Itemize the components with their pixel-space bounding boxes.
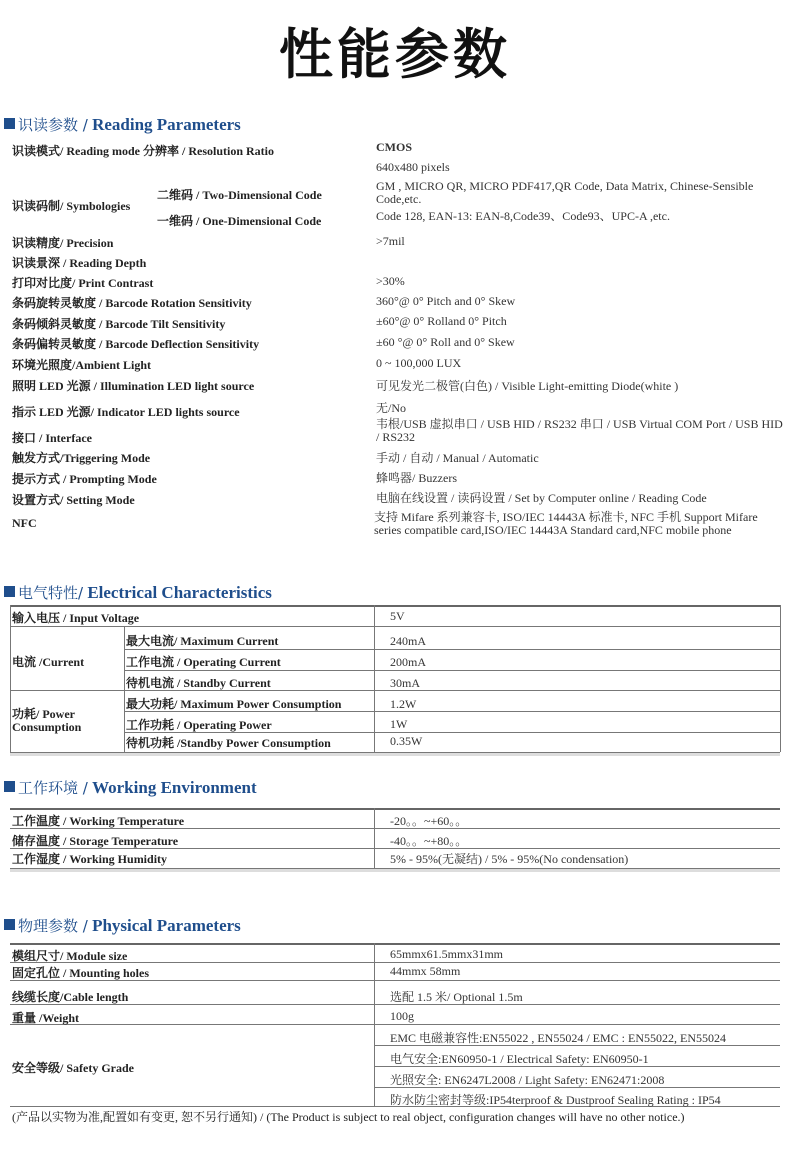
symbology-1d-value: Code 128, EAN-13: EAN-8,Code39、Code93、UPC-A ,etc. bbox=[376, 209, 670, 223]
env-working-temp-label: 工作温度 / Working Temperature bbox=[12, 814, 185, 828]
current-max-label: 最大电流/ Maximum Current bbox=[126, 634, 279, 648]
footer-note: (产品以实物为准,配置如有变更, 恕不另行通知) / (The Product is subject to real object, configuration changes will have no other notice.) bbox=[12, 1110, 685, 1124]
section-title-en: Electrical Characteristics bbox=[87, 583, 272, 602]
current-max-value: 240mA bbox=[390, 634, 426, 648]
electrical-input-value: 5V bbox=[390, 609, 405, 623]
reading-value-precision: >7mil bbox=[376, 234, 405, 248]
section-header-environment bbox=[4, 777, 257, 798]
square-bullet-icon bbox=[4, 118, 15, 129]
power-operating-label: 工作功耗 / Operating Power bbox=[126, 718, 272, 732]
section-title-zh: 电气特性/ bbox=[18, 584, 84, 602]
reading-label-setting: 设置方式/ Setting Mode bbox=[12, 493, 135, 507]
reading-value-rotation: 360°@ 0° Pitch and 0° Skew bbox=[376, 294, 516, 308]
physical-cable-value: 选配 1.5 米/ Optional 1.5m bbox=[390, 990, 523, 1004]
safety-ip-value: 防水防尘密封等级:IP54terproof & Dustproof Sealing Rating : IP54 bbox=[390, 1093, 721, 1107]
section-header-physical bbox=[4, 915, 241, 936]
square-bullet-icon bbox=[4, 781, 15, 792]
reading-label-mode: 识读模式/ Reading mode 分辨率 / Resolution Ratio bbox=[12, 144, 275, 158]
reading-label-indicator: 指示 LED 光源/ Indicator LED lights source bbox=[12, 405, 240, 419]
section-title-zh: 物理参数 / bbox=[18, 917, 88, 935]
current-standby-value: 30mA bbox=[390, 676, 420, 690]
current-standby-label: 待机电流 / Standby Current bbox=[126, 676, 271, 690]
section-header-reading bbox=[4, 114, 241, 135]
reading-value-resolution: 640x480 pixels bbox=[376, 160, 450, 174]
env-storage-temp-value: -40。。~+80。。 bbox=[390, 834, 468, 848]
power-max-value: 1.2W bbox=[390, 697, 417, 711]
current-operating-label: 工作电流 / Operating Current bbox=[126, 655, 281, 669]
power-operating-value: 1W bbox=[390, 717, 408, 731]
reading-label-illumination: 照明 LED 光源 / Illumination LED light source bbox=[12, 379, 255, 393]
current-operating-value: 200mA bbox=[390, 655, 426, 669]
electrical-input-label: 输入电压 / Input Voltage bbox=[12, 611, 140, 625]
reading-value-ambient: 0 ~ 100,000 LUX bbox=[376, 356, 462, 370]
physical-cable-label: 线缆长度/Cable length bbox=[12, 990, 129, 1004]
electrical-current-group: 电流 /Current bbox=[12, 655, 85, 669]
section-title-en: Reading Parameters bbox=[92, 115, 241, 134]
electrical-power-group: 功耗/ Power Consumption bbox=[12, 707, 82, 734]
reading-label-contrast: 打印对比度/ Print Contrast bbox=[12, 276, 154, 290]
section-title-en: Working Environment bbox=[92, 778, 257, 797]
power-standby-value: 0.35W bbox=[390, 734, 423, 748]
env-humidity-label: 工作湿度 / Working Humidity bbox=[12, 852, 168, 866]
section-title-zh: 识读参数 / bbox=[18, 116, 88, 134]
symbology-2d-label: 二维码 / Two-Dimensional Code bbox=[157, 188, 322, 202]
square-bullet-icon bbox=[4, 586, 15, 597]
reading-label-ambient: 环境光照度/Ambient Light bbox=[12, 358, 152, 372]
physical-module-size-label: 模组尺寸/ Module size bbox=[12, 949, 128, 963]
reading-label-rotation: 条码旋转灵敏度 / Barcode Rotation Sensitivity bbox=[12, 296, 252, 310]
env-storage-temp-label: 储存温度 / Storage Temperature bbox=[12, 834, 179, 848]
square-bullet-icon bbox=[4, 919, 15, 930]
safety-light-value: 光照安全: EN6247L2008 / Light Safety: EN62471:2008 bbox=[390, 1073, 665, 1087]
safety-emc-value: EMC 电磁兼容性:EN55022 , EN55024 / EMC : EN55022, EN55024 bbox=[390, 1031, 726, 1045]
power-max-label: 最大功耗/ Maximum Power Consumption bbox=[126, 697, 342, 711]
reading-value-triggering: 手动 / 自动 / Manual / Automatic bbox=[376, 451, 539, 465]
reading-label-precision: 识读精度/ Precision bbox=[12, 236, 114, 250]
safety-electrical-value: 电气安全:EN60950-1 / Electrical Safety: EN60950-1 bbox=[390, 1052, 649, 1066]
symbology-1d-label: 一维码 / One-Dimensional Code bbox=[157, 214, 322, 228]
section-title-en: Physical Parameters bbox=[92, 916, 241, 935]
reading-value-deflection: ±60 °@ 0° Roll and 0° Skew bbox=[376, 335, 515, 349]
reading-label-tilt: 条码倾斜灵敏度 / Barcode Tilt Sensitivity bbox=[12, 317, 226, 331]
reading-value-interface: 韦根/USB 虚拟串口 / USB HID / RS232 串口 / USB Virtual COM Port / USB HID / RS232 bbox=[376, 417, 783, 444]
reading-label-depth: 识读景深 / Reading Depth bbox=[12, 256, 147, 270]
physical-module-size-value: 65mmx61.5mmx31mm bbox=[390, 947, 504, 961]
physical-weight-value: 100g bbox=[390, 1009, 414, 1023]
section-title-zh: 工作环境 / bbox=[18, 779, 88, 797]
symbology-2d-value: GM , MICRO QR, MICRO PDF417,QR Code, Data Matrix, Chinese-Sensible Code,etc. bbox=[376, 179, 754, 206]
power-standby-label: 待机功耗 /Standby Power Consumption bbox=[126, 736, 331, 750]
reading-label-nfc: NFC bbox=[12, 516, 37, 530]
reading-label-triggering: 触发方式/Triggering Mode bbox=[12, 451, 151, 465]
physical-mounting-value: 44mmx 58mm bbox=[390, 964, 461, 978]
env-humidity-value: 5% - 95%(无凝结) / 5% - 95%(No condensation) bbox=[390, 852, 629, 866]
reading-label-deflection: 条码偏转灵敏度 / Barcode Deflection Sensitivity bbox=[12, 337, 260, 351]
reading-value-tilt: ±60°@ 0° Rolland 0° Pitch bbox=[376, 314, 507, 328]
section-header-electrical bbox=[4, 582, 272, 603]
reading-label-interface: 接口 / Interface bbox=[12, 431, 92, 445]
reading-label-symbologies: 识读码制/ Symbologies bbox=[12, 199, 131, 213]
physical-weight-label: 重量 /Weight bbox=[12, 1011, 80, 1025]
reading-value-nfc: 支持 Mifare 系列兼容卡, ISO/IEC 14443A 标准卡, NFC 手机 Support Mifare series compatible card,ISO/IEC 14443A Standard card,NFC mobile phone bbox=[374, 510, 758, 537]
reading-value-indicator: 无/No bbox=[376, 401, 407, 415]
reading-value-mode: CMOS bbox=[376, 140, 412, 154]
page-title: 性能参数 bbox=[279, 23, 511, 86]
reading-value-prompting: 蜂鸣器/ Buzzers bbox=[376, 471, 457, 485]
reading-label-prompting: 提示方式 / Prompting Mode bbox=[12, 472, 157, 486]
reading-value-setting: 电脑在线设置 / 读码设置 / Set by Computer online / Reading Code bbox=[376, 491, 707, 505]
physical-safety-label: 安全等级/ Safety Grade bbox=[12, 1061, 134, 1075]
physical-mounting-label: 固定孔位 / Mounting holes bbox=[12, 966, 150, 980]
env-working-temp-value: -20。。~+60。。 bbox=[390, 814, 468, 828]
reading-value-illumination: 可见发光二极管(白色) / Visible Light-emitting Diode(white ) bbox=[376, 379, 679, 393]
reading-value-contrast: >30% bbox=[376, 274, 405, 288]
